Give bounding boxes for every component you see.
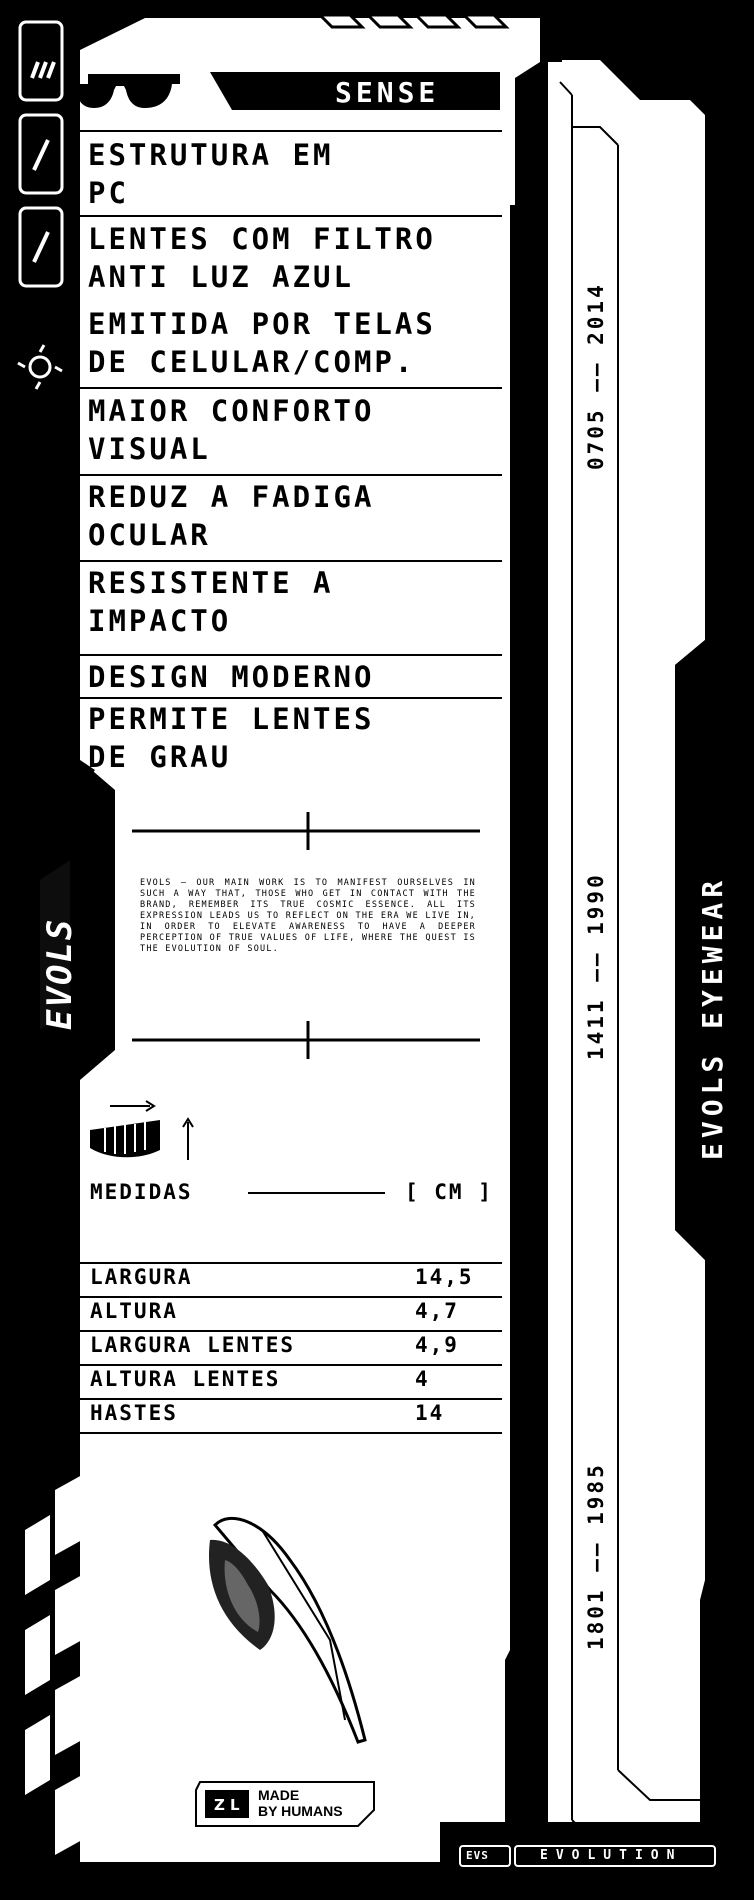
feature-item: ESTRUTURA EM PC xyxy=(88,138,334,210)
table-row-value: 4 xyxy=(415,1367,430,1391)
feature-item: LENTES COM FILTRO ANTI LUZ AZUL xyxy=(88,222,436,294)
table-row-value: 14,5 xyxy=(415,1265,474,1289)
made-line: BY HUMANS xyxy=(258,1803,343,1819)
feature-item: EMITIDA POR TELAS DE CELULAR/COMP. xyxy=(88,307,436,379)
table-divider xyxy=(80,1364,502,1366)
table-divider xyxy=(80,1432,502,1434)
measures-icon xyxy=(88,1096,198,1162)
timeline-label: 0705 —— 2014 xyxy=(584,282,608,470)
feature-divider xyxy=(80,387,502,389)
timeline-label: 1411 —— 1990 xyxy=(584,872,608,1060)
header-badge: SENSE xyxy=(335,76,440,109)
table-row-value: 4,7 xyxy=(415,1299,459,1323)
feature-item: DESIGN MODERNO xyxy=(88,660,375,694)
table-row: ALTURA LENTES xyxy=(90,1367,281,1391)
feature-divider xyxy=(80,654,502,656)
svg-text:Z: Z xyxy=(214,1796,225,1814)
table-row-value: 14 xyxy=(415,1401,445,1425)
feature-divider xyxy=(80,697,502,699)
measures-unit: [ CM ] xyxy=(405,1180,493,1204)
table-row: LARGURA LENTES xyxy=(90,1333,296,1357)
feature-item: RESISTENTE A IMPACTO xyxy=(88,566,334,638)
sunglasses-icon xyxy=(76,70,182,110)
made-line: MADE xyxy=(258,1787,300,1803)
measures-title: MEDIDAS xyxy=(90,1180,193,1204)
brand-vertical: EVOLS EYEWEAR xyxy=(696,875,729,1160)
table-row-value: 4,9 xyxy=(415,1333,459,1357)
table-divider xyxy=(80,1262,502,1264)
table-divider xyxy=(80,1296,502,1298)
feature-item: REDUZ A FADIGA OCULAR xyxy=(88,480,375,552)
feature-divider xyxy=(80,215,502,217)
table-divider xyxy=(80,1398,502,1400)
feature-item: MAIOR CONFORTO VISUAL xyxy=(88,394,375,466)
table-row: ALTURA xyxy=(90,1299,178,1323)
svg-text:L: L xyxy=(230,1796,240,1814)
made-by-humans-badge xyxy=(258,1787,343,1819)
table-divider xyxy=(80,1330,502,1332)
about-text: EVOLS — OUR MAIN WORK IS TO MANIFEST OURSELVES IN SUCH A WAY THAT, THOSE WHO GET IN CONTACT WITH THE BRAND, REMEMBER ITS TRUE COSMIC ESSENCE. ALL ITS EXPRESSION LEADS US TO REFLECT ON THE ERA WE LIVE IN, IN ORDER TO ELEVATE AWARENESS TO HAVE A DEEPER PERCEPTION OF TRUE VALUES OF LIFE, WHERE THE QUEST IS THE EVOLUTION OF SOUL. xyxy=(140,878,476,954)
side-logo: EVOLS xyxy=(40,917,80,1030)
table-row: HASTES xyxy=(90,1401,178,1425)
feature-item: PERMITE LENTES DE GRAU xyxy=(88,702,375,774)
timeline-label: 1801 —— 1985 xyxy=(584,1462,608,1650)
feature-divider xyxy=(80,130,502,132)
feature-divider xyxy=(80,560,502,562)
footer-tag: EVS xyxy=(466,1849,489,1862)
footer-word: EVOLUTION xyxy=(540,1848,683,1863)
table-row: LARGURA xyxy=(90,1265,193,1289)
feature-divider xyxy=(80,474,502,476)
